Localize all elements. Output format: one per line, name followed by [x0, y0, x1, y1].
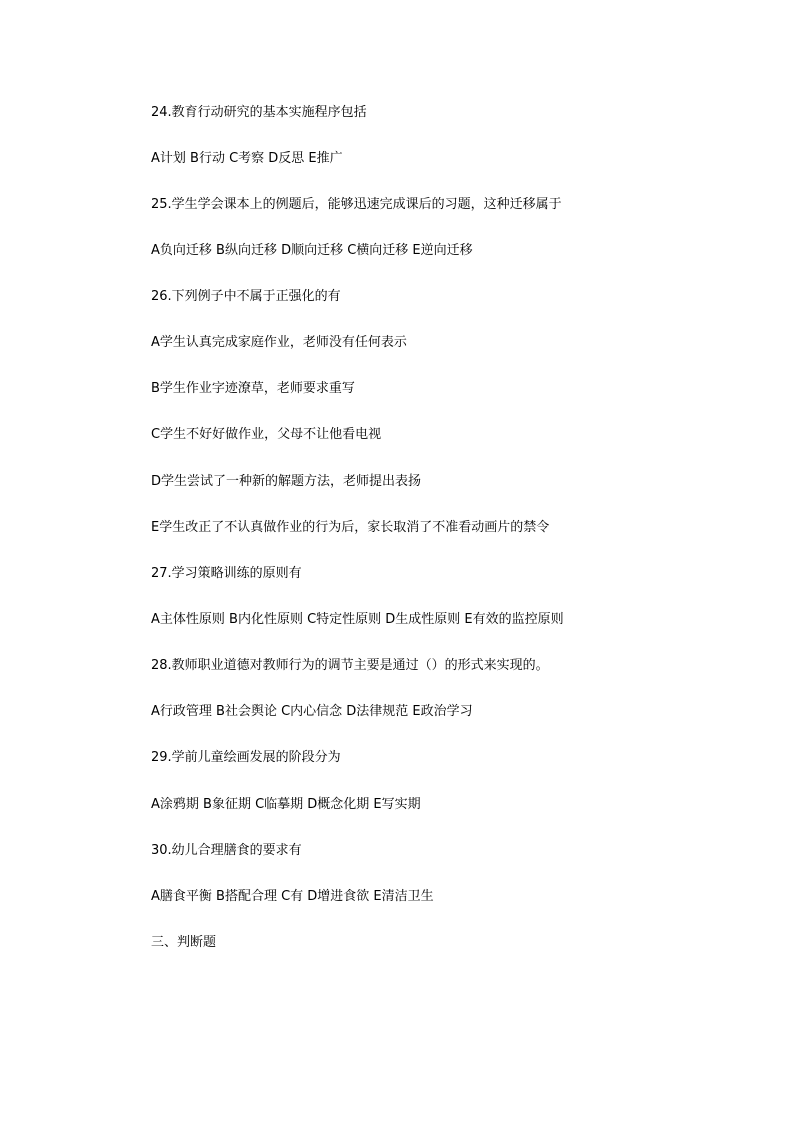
question-27-options: A主体性原则 B内化性原则 C特定性原则 D生成性原则 E有效的监控原则 — [151, 612, 564, 627]
question-30: 30.幼儿合理膳食的要求有 — [151, 843, 302, 858]
question-27: 27.学习策略训练的原则有 — [151, 566, 302, 581]
question-28: 28.教师职业道德对教师行为的调节主要是通过（）的形式来实现的。 — [151, 658, 549, 673]
question-24-options: A计划 B行动 C考察 D反思 E推广 — [151, 151, 343, 166]
question-29: 29.学前儿童绘画发展的阶段分为 — [151, 750, 341, 765]
question-25: 25.学生学会课本上的例题后，能够迅速完成课后的习题，这种迁移属于 — [151, 197, 562, 212]
question-29-options: A涂鸦期 B象征期 C临摹期 D概念化期 E写实期 — [151, 797, 421, 812]
question-26: 26.下列例子中不属于正强化的有 — [151, 289, 341, 304]
question-26-option-a: A学生认真完成家庭作业，老师没有任何表示 — [151, 335, 407, 350]
section-heading-true-false: 三、判断题 — [151, 935, 217, 950]
question-26-option-b: B学生作业字迹潦草，老师要求重写 — [151, 381, 355, 396]
question-26-option-c: C学生不好好做作业，父母不让他看电视 — [151, 427, 382, 442]
question-30-options: A膳食平衡 B搭配合理 C有 D增进食欲 E清洁卫生 — [151, 889, 434, 904]
question-26-option-e: E学生改正了不认真做作业的行为后，家长取消了不准看动画片的禁令 — [151, 520, 550, 535]
question-25-options: A负向迁移 B纵向迁移 D顺向迁移 C横向迁移 E逆向迁移 — [151, 243, 473, 258]
question-26-option-d: D学生尝试了一种新的解题方法，老师提出表扬 — [151, 474, 422, 489]
question-24: 24.教育行动研究的基本实施程序包括 — [151, 105, 367, 120]
question-28-options: A行政管理 B社会舆论 C内心信念 D法律规范 E政治学习 — [151, 704, 473, 719]
